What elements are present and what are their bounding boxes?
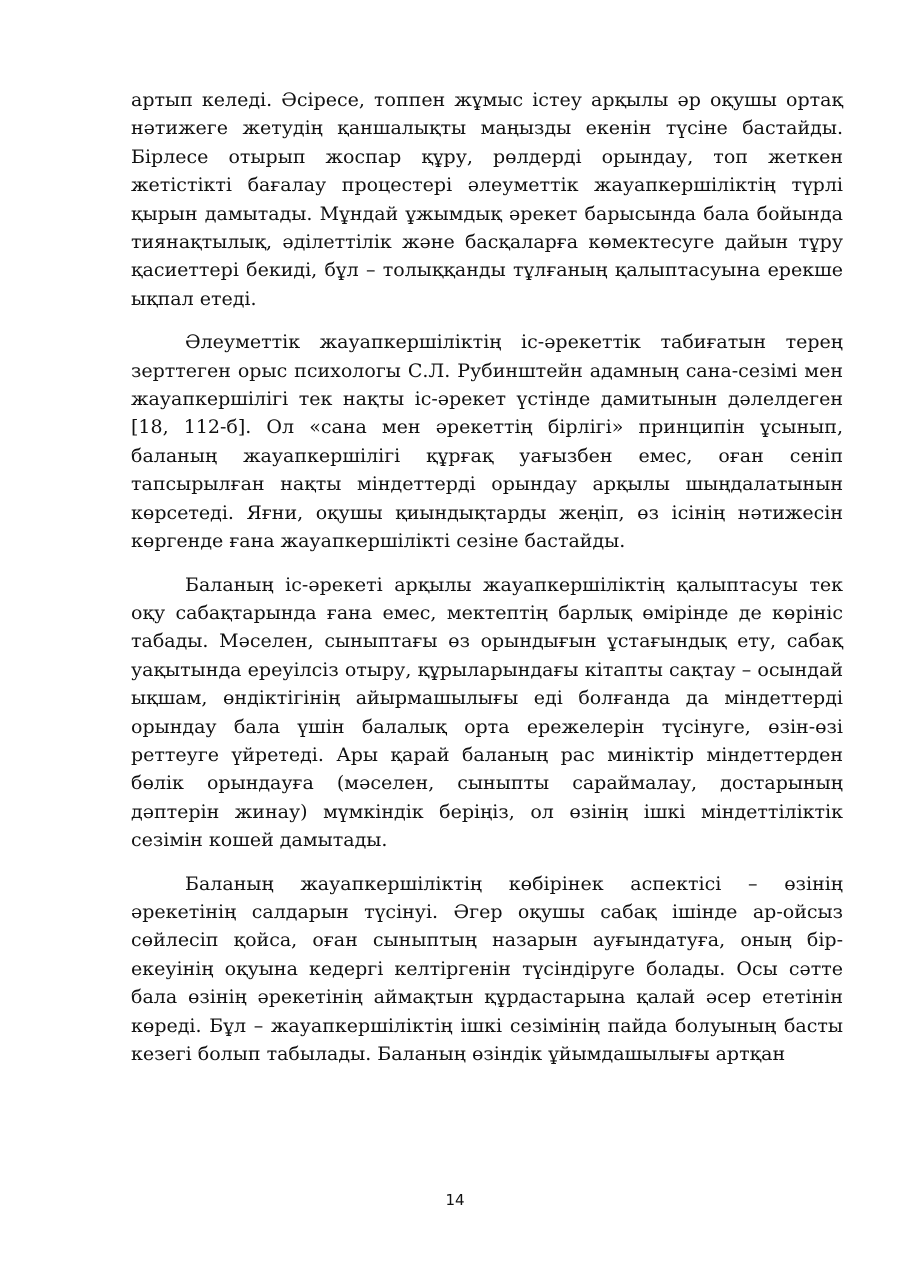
paragraph-continuation: артып келеді. Әсіресе, топпен жұмыс істеу арқылы әр оқушы ортақ нәтижеге жетудің қаншалықты маңызды екенін түсіне бастайды. Бірлесе отырып жоспар құру, рөлдерді орындау, топ жеткен жетістікті бағалау процестері әлеуметтік жауапкершіліктің түрлі қырын дамытады. Мұндай ұжымдық әрекет барысында бала бойында тиянақтылық, әділеттілік және басқаларға көмектесуге дайын тұру қасиеттері бекиді, бұл – толыққанды тұлғаның қалыптасуына ерекше ықпал етеді. xyxy=(131,89,843,310)
body-text xyxy=(131,86,843,1068)
paragraph-school-life: Баланың іс-әрекеті арқылы жауапкершіліктің қалыптасуы тек оқу сабақтарында ғана емес, мектептің барлық өмірінде де көрініс табады. Мәселен, сыныптағы өз орындығын ұстағындық ету, сабақ уақытында ереуілсіз отыру, құрыларындағы кітапты сақтау – осындай ықшам, өндіктігінің айырмашылығы еді болғанда да міндеттерді орындау бала үшін балалық орта ережелерін түсінуге, өзін-өзі реттеуге үйретеді. Ары қарай баланың рас миніктір міндеттерден бөлік орындауға (мәселен, сыныпты сараймалау, достарының дәптерін жинау) мүмкіндік беріңіз, ол өзінің ішкі міндеттіліктік сезімін кошей дамытады. xyxy=(131,573,843,852)
page-number: 14 xyxy=(445,1191,465,1209)
paragraph-rubinstein: Әлеуметтік жауапкершіліктің іс-әрекеттік табиғатын терең зерттеген орыс психологы С.Л. Рубинштейн адамның сана-сезімі мен жауапкершілігі тек нақты іс-әрекет үстінде дамитынын дәлелдеген [18, 112-б]. Ол «сана мен әрекеттің бірлігі» принципін ұсынып, баланың жауапкершілігі құрғақ уағызбен емес, оған сеніп тапсырылған нақты міндеттерді орындау арқылы шыңдалатынын көрсетеді. Яғни, оқушы қиындықтарды жеңіп, өз ісінің нәтижесін көргенде ғана жауапкершілікті сезіне бастайды. xyxy=(131,331,843,553)
paragraph-consequences: Баланың жауапкершіліктің көбірінек аспектісі – өзінің әрекетінің салдарын түсінуі. Әгер оқушы сабақ ішінде ар-ойсыз сөйлесіп қойса, оған сыныптың назарын ауғындатуға, оның бір-екеуінің оқуына кедергі келтіргенін түсіндіруге болады. Осы сәтте бала өзінің әрекетінің аймақтын құрдастарына қалай әсер ететінін көреді. Бұл – жауапкершіліктің ішкі сезімінің пайда болуының басты кезегі болып табылады. Баланың өзіндік ұйымдашылығы артқан xyxy=(131,872,843,1065)
